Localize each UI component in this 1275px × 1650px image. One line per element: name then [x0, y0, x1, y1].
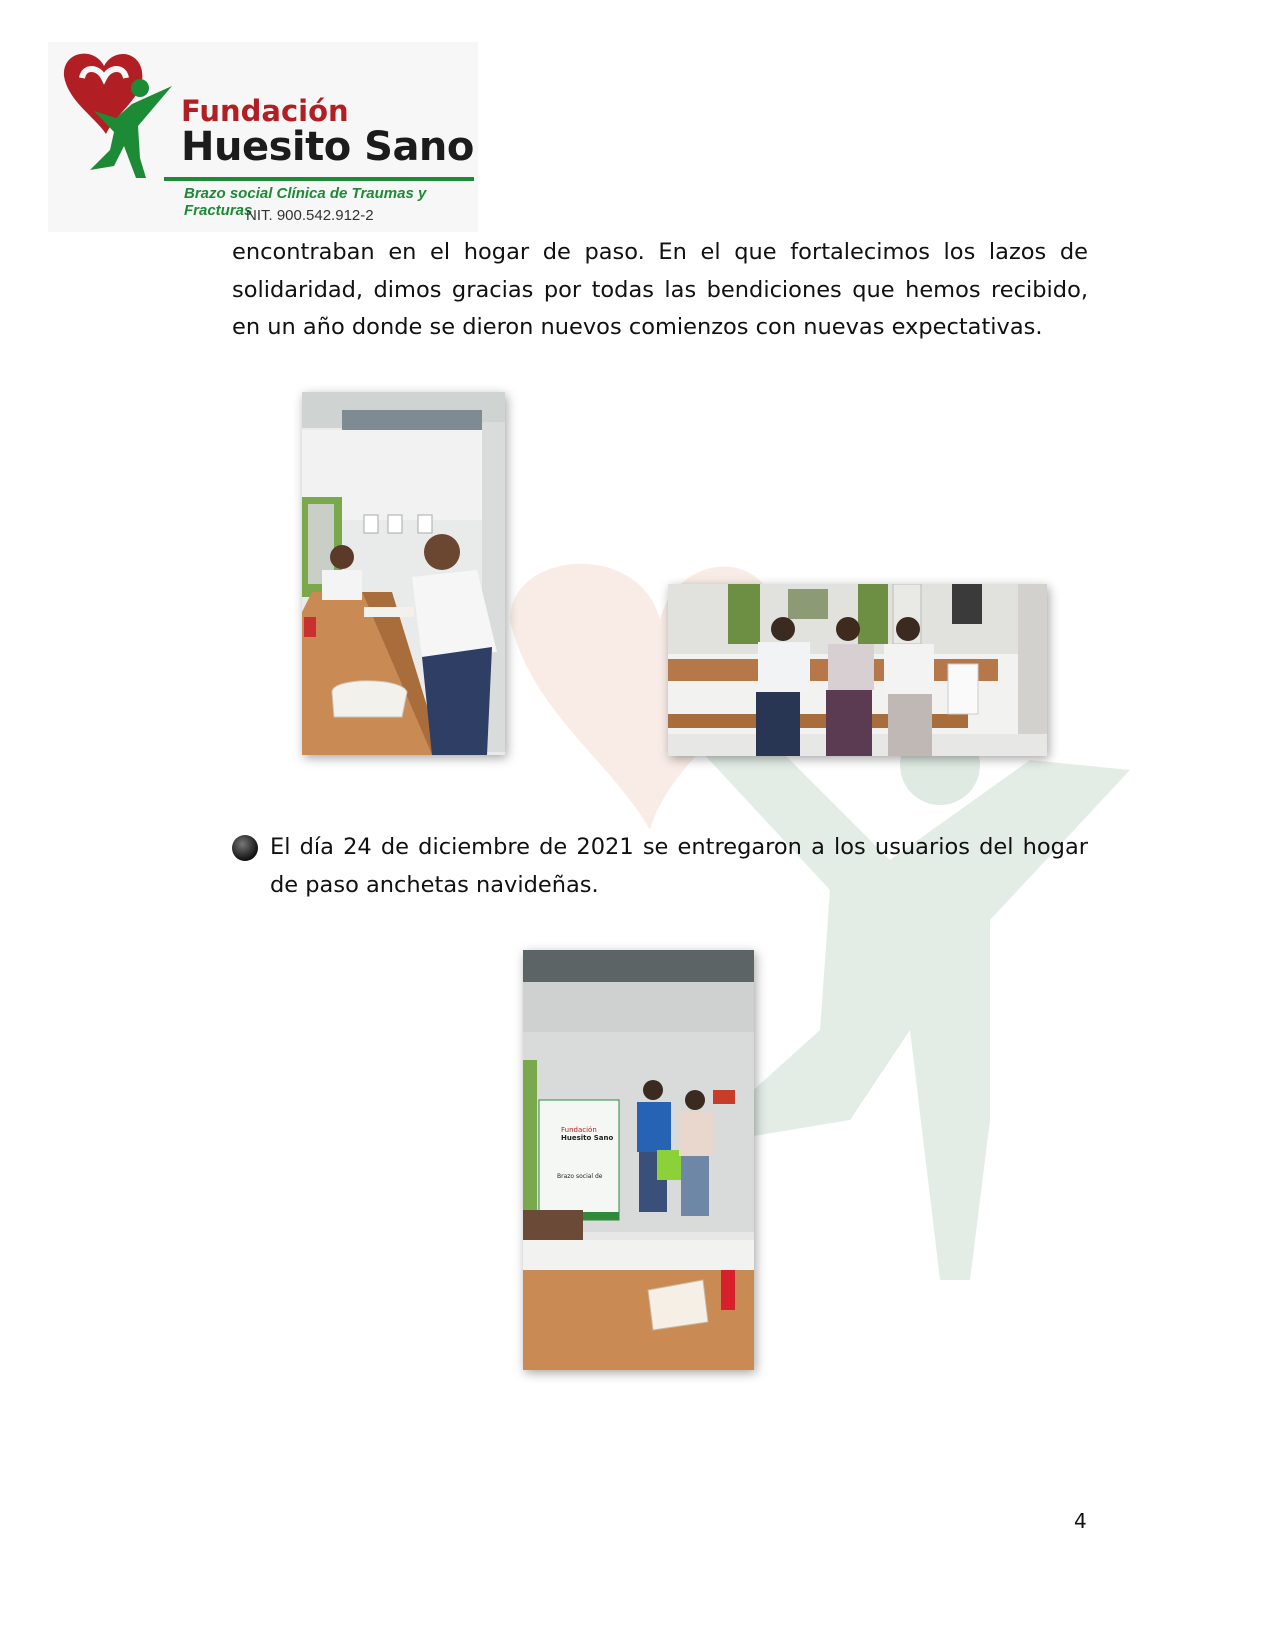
banner-text-1: Fundación [561, 1126, 597, 1134]
logo-title-line1: Fundación [181, 94, 349, 128]
logo-title-line2: Huesito Sano [181, 124, 474, 170]
body-paragraph: encontraban en el hogar de paso. En el que fortalecimos los lazos de solidaridad, dimos gracias por todas las bendiciones que hemos recibido, en un año donde se dieron nuevos comienzos con nuevas expectativas. [232, 239, 1088, 340]
photo-gift-delivery [523, 950, 754, 1370]
nit-number: NIT. 900.542.912-2 [246, 207, 374, 224]
foundation-logo [48, 42, 478, 232]
photo-three-women-bench [668, 584, 1047, 756]
bullet-item-text: El día 24 de diciembre de 2021 se entregaron a los usuarios del hogar de paso anchetas navideñas. [270, 834, 1088, 898]
page-number: 4 [1074, 1509, 1087, 1533]
heart-figure-icon [54, 46, 184, 186]
banner-text-2: Huesito Sano [561, 1134, 614, 1142]
logo-tagline: Brazo social Clínica de Traumas y Fracturas [184, 185, 427, 219]
banner-text-3: Brazo social de [557, 1173, 603, 1180]
logo-divider [164, 177, 474, 181]
photo-shared-meal [302, 392, 505, 755]
bullet-icon [232, 835, 258, 861]
